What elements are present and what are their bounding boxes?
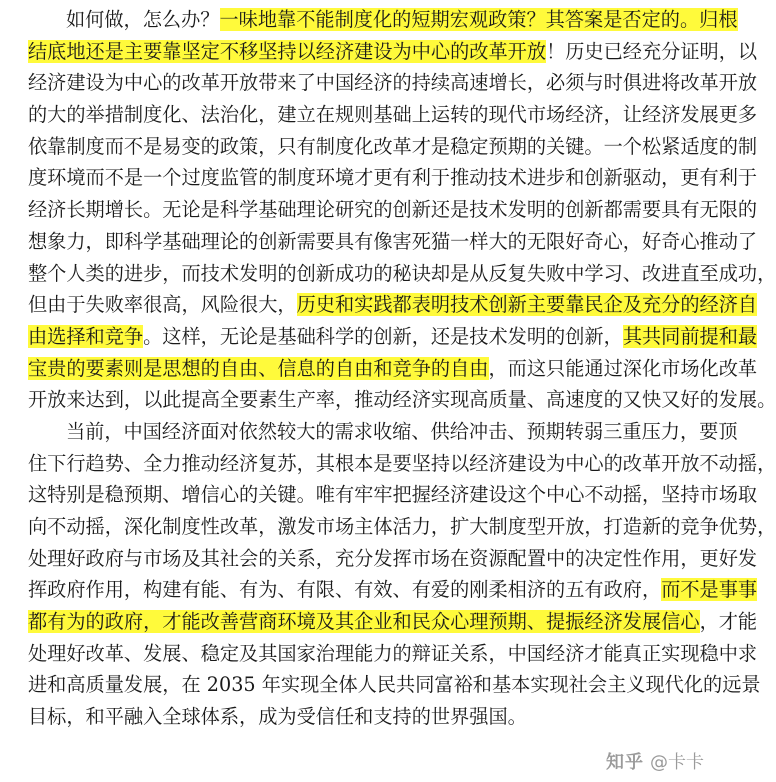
text-line: [28, 226, 758, 258]
text-segment: 经济长期增长。无论是科学基础理论研究的创新还是技术发明的创新都需要具有无限的: [28, 198, 758, 222]
text-segment: 的大的举措制度化、法治化，建立在规则基础上运转的现代市场经济，让经济发展更多: [28, 103, 758, 127]
text-line: [28, 194, 758, 226]
text-segment: 住下行趋势、全力推动经济复苏，其根本是要坚持以经济建设为中心的改革开放不动摇，: [28, 451, 776, 475]
text-line: [28, 448, 776, 480]
text-line: [28, 99, 758, 131]
highlighted-text: 一味地靠不能制度化的短期宏观政策？其答案是否定的。归根: [219, 8, 738, 31]
highlighted-text: 由选择和竞争: [28, 324, 144, 348]
highlighted-text: 而不是事事: [661, 578, 758, 602]
text-segment: 。这样，无论是基础科学的创新，还是技术发明的创新，: [143, 324, 623, 348]
highlighted-text: 结底地还是主要靠坚定不移坚持以经济建设为中心的改革开放: [28, 39, 547, 63]
text-segment: 进和高质量发展，在 2035 年实现全体人民共同富裕和基本实现社会主义现代化的远景: [28, 673, 761, 697]
text-line: [28, 384, 776, 416]
text-line: [28, 606, 758, 638]
text-segment: 处理好政府与市场及其社会的关系，充分发挥市场在资源配置中的决定性作用，更好发: [28, 546, 758, 570]
text-line: [28, 67, 758, 99]
text-segment: 向不动摇，深化制度性改革，激发市场主体活力，扩大制度型开放，打造新的竞争优势，: [28, 515, 776, 538]
text-line: [28, 479, 758, 511]
text-segment: 挥政府作用，构建有能、有为、有限、有效、有爱的刚柔相济的五有政府，: [28, 578, 662, 602]
text-segment: 这特别是稳预期、增信心的关键。唯有牢牢把握经济建设这个中心不动摇，坚持市场取: [28, 483, 758, 507]
text-segment: 当前，中国经济面对依然较大的需求收缩、供给冲击、预期转弱三重压力，要顶: [66, 419, 738, 443]
text-line: [28, 416, 738, 448]
text-line: [28, 701, 700, 733]
text-line: [28, 669, 761, 701]
highlighted-text: 宝贵的要素则是思想的自由、信息的自由和竞争的自由: [28, 356, 489, 380]
text-segment: ！历史已经充分证明，以: [546, 39, 758, 63]
highlighted-text: 历史和实践都表明技术创新主要靠民企及充分的经济自: [296, 293, 758, 317]
highlighted-text: 其共同前提和最: [622, 324, 758, 348]
text-segment: ，而这只能通过深化市场化改革: [488, 356, 758, 380]
text-line: [28, 289, 758, 321]
watermark-author: @卡卡: [650, 752, 704, 773]
text-line: [28, 131, 758, 163]
text-line: [28, 511, 776, 543]
highlighted-text: 都有为的政府，才能改善营商环境及其企业和民众心理预期、提振经济发展信心: [28, 610, 700, 634]
text-segment: 度环境而不是一个过度监管的制度环境才更有利于推动技术进步和创新驱动，更有利于: [28, 166, 758, 190]
zhihu-watermark: [602, 746, 708, 780]
text-line: [28, 258, 776, 290]
text-line: [28, 321, 758, 353]
text-line: [28, 4, 738, 36]
text-line: [28, 36, 758, 68]
text-segment: ，才能: [699, 610, 758, 634]
text-segment: 整个人类的进步，而技术发明的创新成功的秘诀却是从反复失败中学习、改进直至成功，: [28, 261, 776, 285]
text-line: [28, 638, 758, 670]
text-segment: 开放来达到，以此提高全要素生产率，推动经济实现高质量、高速度的又快又好的发展。: [28, 388, 776, 412]
document-body: [28, 4, 776, 733]
text-segment: 但由于失败率很高，风险很大，: [28, 293, 297, 317]
text-segment: 想象力，即科学基础理论的创新需要具有像害死猫一样大的无限好奇心，好奇心推动了: [28, 229, 758, 253]
text-line: [28, 574, 758, 606]
text-line: [28, 543, 758, 575]
text-segment: 处理好改革、发展、稳定及其国家治理能力的辩证关系，中国经济才能真正实现稳中求: [28, 641, 758, 665]
text-segment: 经济建设为中心的改革开放带来了中国经济的持续高速增长，必须与时俱进将改革开放: [28, 71, 758, 95]
zhihu-logo: 知乎: [606, 752, 644, 773]
text-segment: 目标，和平融入全球体系，成为受信任和支持的世界强国。: [28, 705, 527, 729]
text-line: [28, 353, 758, 385]
text-segment: 依靠制度而不是易变的政策，只有制度化改革才是稳定预期的关键。一个松紧适度的制: [28, 134, 758, 158]
text-segment: 如何做，怎么办？: [66, 8, 220, 31]
text-line: [28, 162, 758, 194]
